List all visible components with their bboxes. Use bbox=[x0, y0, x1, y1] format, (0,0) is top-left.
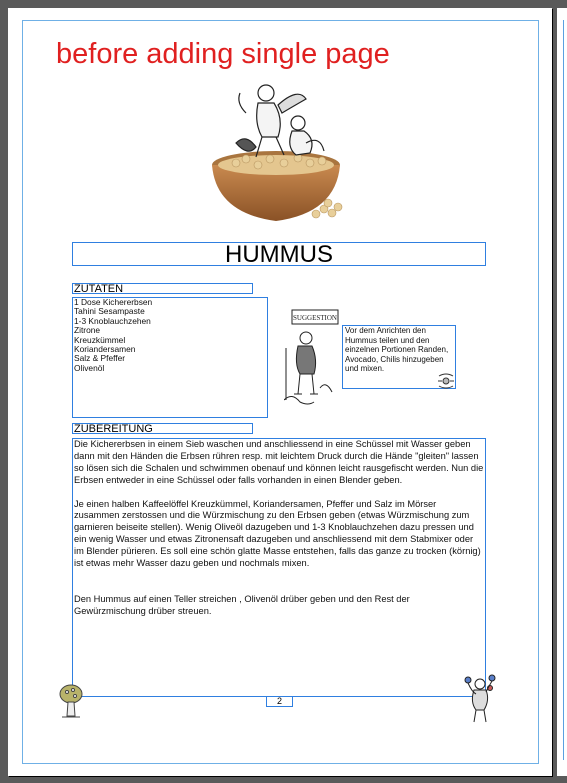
annotation-text: before adding single page bbox=[56, 38, 390, 70]
preparation-heading: ZUBEREITUNG bbox=[74, 423, 153, 435]
suggestion-badge: SUGGESTION bbox=[293, 314, 337, 322]
footer-cherub-illustration[interactable] bbox=[462, 672, 498, 724]
ingredients-heading-frame[interactable] bbox=[72, 283, 253, 294]
preparation-heading-frame[interactable] bbox=[72, 423, 253, 434]
ingredients-heading: ZUTATEN bbox=[74, 283, 124, 295]
recipe-title: HUMMUS bbox=[225, 241, 333, 268]
document-page bbox=[8, 8, 552, 776]
title-frame[interactable] bbox=[72, 242, 486, 266]
preparation-text bbox=[73, 439, 485, 618]
preparation-paragraph: Die Kichererbsen in einem Sieb waschen und anschliessend in eine Schüssel mit Wasser geben dann mit den Händen die Erbsen rühren resp. mit leichtem Druck durch die Hände "gleiten" lassen so lösen sich die Schalen und schwimmen obenauf und können leicht rausgefischt werden. Nun die Erbsen entweder in eine Schüssel oder falls vorhanden in einen Blender geben. bbox=[74, 439, 484, 485]
ingredient-item: 1 Dose Kichererbsen bbox=[74, 297, 153, 307]
suggestion-text: Vor dem Anrichten den Hummus teilen und den einzelnen Portionen Randen, Avocado, Chilis hinzugeben und mixen. bbox=[345, 326, 449, 374]
page-number-frame[interactable] bbox=[266, 696, 293, 707]
preparation-paragraph: Je einen halben Kaffeelöffel Kreuzkümmel, Koriandersamen, Pfeffer und Salz im Mörser zusammen zerstossen und die Würzmischung zu den Erbsen geben (etwas Würzmischung zum garnieren beiseite stellen). Wenig Oliveöl dazugeben und 1-3 Knoblauchzehen dazu pressen und ein wenig Wasser und etwas Zitronensaft dazugeben und anschliessend mit dem Stabmixer oder im Blender pürieren. Es soll eine schön glatte Masse entstehen, falls das ganze zu trocken (körnig) ist etwas mehr Wasser dazu geben und nochmals mixen. bbox=[74, 498, 481, 569]
next-page-spread bbox=[557, 8, 567, 776]
suggestion-corner-ornament[interactable] bbox=[436, 372, 456, 390]
footer-mushroom-illustration[interactable] bbox=[58, 684, 84, 720]
ingredient-item: Zitrone bbox=[74, 325, 101, 336]
preparation-frame[interactable] bbox=[72, 438, 486, 697]
page-number: 2 bbox=[276, 696, 282, 706]
ingredient-item: Olivenöl bbox=[74, 362, 105, 373]
hero-bowl-illustration[interactable] bbox=[206, 73, 356, 233]
ingredient-item: Koriandersamen bbox=[74, 344, 136, 355]
ingredient-item: 1-3 Knoblauchzehen bbox=[74, 315, 151, 326]
preparation-paragraph: Den Hummus auf einen Teller streichen , Olivenöl drüber geben und den Rest der Gewürzmischung drüber streuen. bbox=[74, 593, 410, 616]
ingredient-item: Salz & Pfeffer bbox=[74, 353, 126, 364]
ingredients-frame[interactable] bbox=[72, 297, 268, 418]
ingredient-item: Tahini Sesampaste bbox=[74, 306, 145, 317]
ingredient-item: Kreuzkümmel bbox=[74, 334, 126, 345]
suggestion-figure-illustration[interactable] bbox=[284, 308, 344, 408]
next-page-margin-guide bbox=[563, 20, 564, 760]
